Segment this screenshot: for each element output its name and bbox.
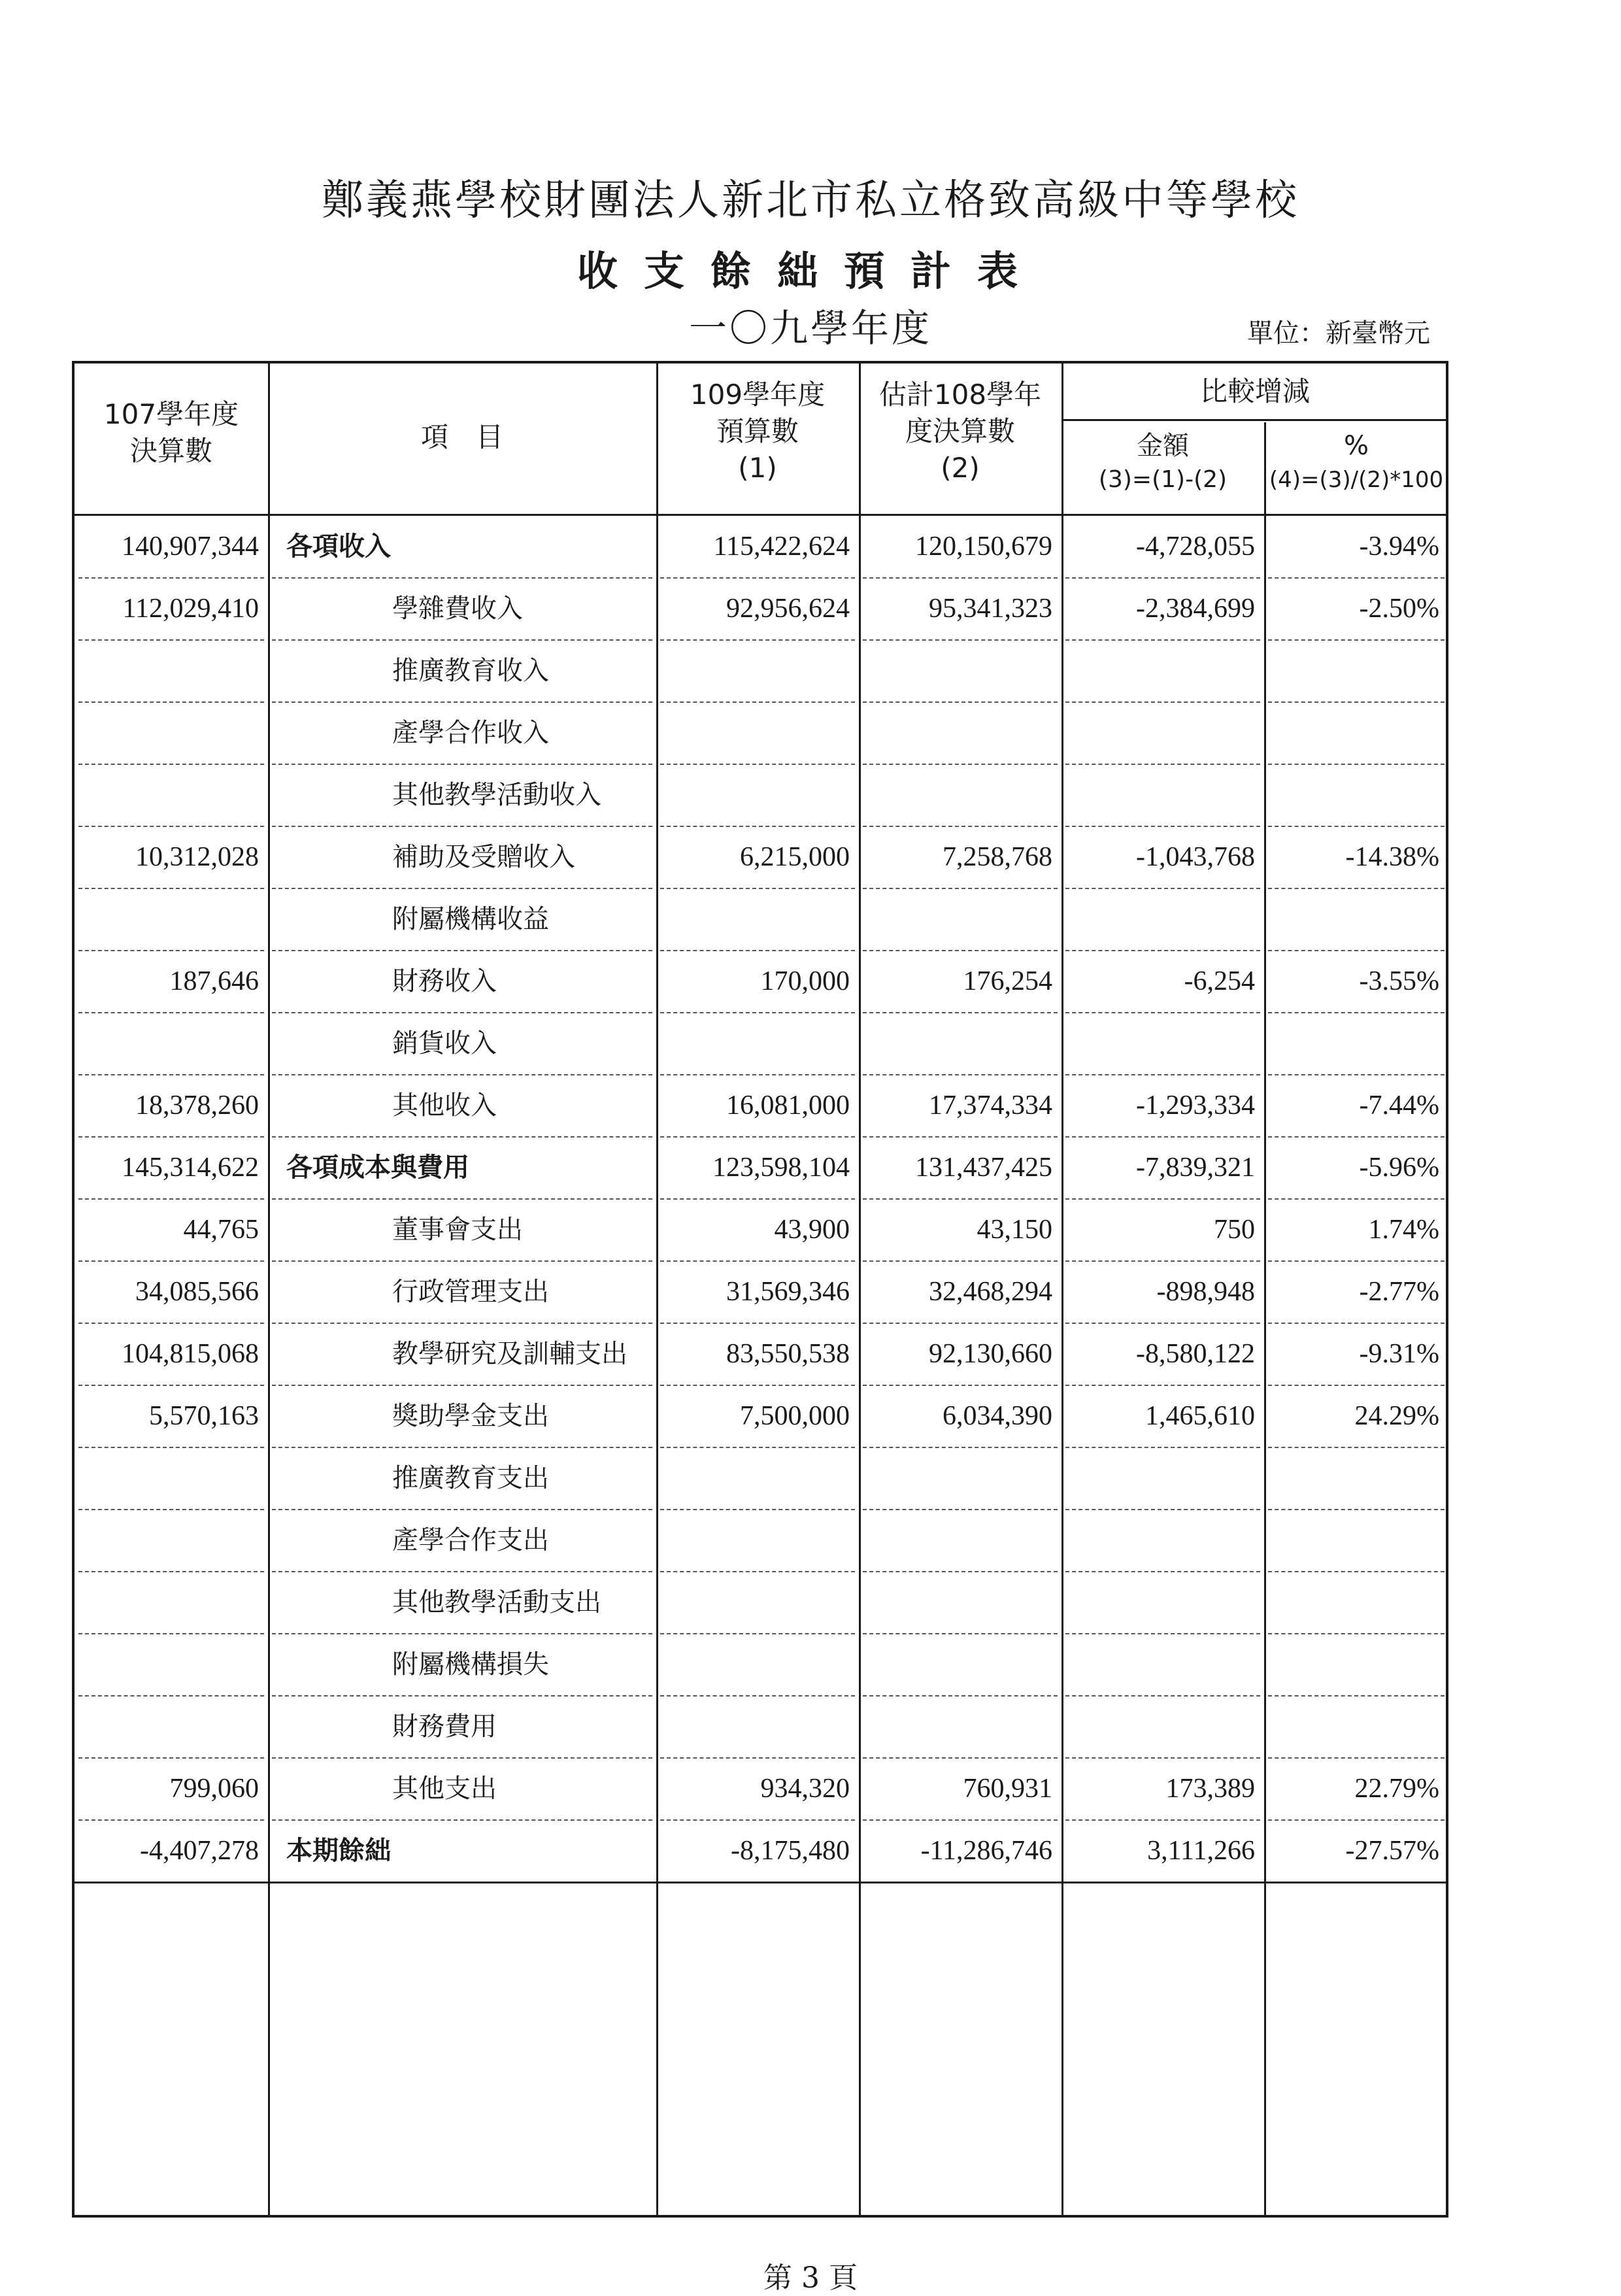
- page-number: 第 3 頁: [763, 2261, 858, 2295]
- cell-amount: [1061, 640, 1264, 702]
- table-row: [75, 702, 1446, 764]
- cell-budget: 123,598,104: [712, 1153, 850, 1183]
- table-row: [75, 1013, 1446, 1075]
- table-row: [75, 1261, 1446, 1323]
- cell-prior: 799,060: [169, 1774, 259, 1804]
- currency-unit: 單位：新臺幣元: [1247, 318, 1430, 348]
- cell-prior: 145,314,622: [122, 1153, 259, 1183]
- table-row: [75, 640, 1446, 702]
- cell-budget: 934,320: [760, 1774, 850, 1804]
- cell-estimate: [859, 1572, 1061, 1634]
- col-header-budget: 109學年度 預算數 (1): [690, 379, 826, 484]
- table-row: [75, 516, 1446, 578]
- cell-amount: [1061, 1572, 1264, 1634]
- cell-estimate: [859, 1013, 1061, 1075]
- cell-percent: -7.44%: [1359, 1090, 1439, 1121]
- table-row: [75, 1323, 1446, 1385]
- cell-amount: [1061, 764, 1264, 826]
- cell-budget: [656, 764, 859, 826]
- cell-item: 其他教學活動收入: [392, 780, 601, 810]
- cell-percent: [1264, 1510, 1448, 1572]
- cell-estimate: 95,341,323: [929, 594, 1052, 624]
- cell-prior: 44,765: [183, 1215, 259, 1245]
- cell-percent: -9.31%: [1359, 1339, 1439, 1369]
- cell-percent: 1.74%: [1368, 1215, 1439, 1245]
- cell-percent: [1264, 1634, 1448, 1696]
- cell-percent: [1264, 1447, 1448, 1510]
- cell-budget: 6,215,000: [740, 842, 850, 872]
- cell-estimate: [859, 640, 1061, 702]
- cell-estimate: [859, 1447, 1061, 1510]
- table-row: [75, 1696, 1446, 1758]
- cell-item: 推廣教育支出: [392, 1463, 549, 1493]
- cell-item: 本期餘絀: [286, 1836, 391, 1866]
- cell-percent: -2.50%: [1359, 594, 1439, 624]
- col-header-prior-actual: 107學年度 決算數: [103, 398, 239, 467]
- cell-item: 學雜費收入: [392, 594, 523, 624]
- cell-estimate: [859, 1634, 1061, 1696]
- cell-estimate: -11,286,746: [920, 1836, 1052, 1866]
- table-row: [75, 1385, 1446, 1447]
- table-row: [75, 1137, 1446, 1199]
- cell-prior: 34,085,566: [135, 1277, 259, 1307]
- cell-amount: [1061, 1510, 1264, 1572]
- cell-prior: [75, 1013, 268, 1075]
- cell-budget: [656, 640, 859, 702]
- cell-item: 產學合作收入: [392, 718, 549, 748]
- cell-percent: -2.77%: [1359, 1277, 1439, 1307]
- cell-item: 獎助學金支出: [392, 1401, 549, 1431]
- cell-estimate: 43,150: [977, 1215, 1052, 1245]
- table-row: [75, 1075, 1446, 1137]
- cell-amount: [1061, 1634, 1264, 1696]
- col-header-compare: 比較增減: [1199, 375, 1310, 407]
- cell-item: 產學合作支出: [392, 1525, 549, 1555]
- cell-amount: 750: [1214, 1215, 1255, 1245]
- cell-amount: -7,839,321: [1136, 1153, 1255, 1183]
- col-header-amount: 金額 (3)=(1)-(2): [1098, 431, 1228, 493]
- cell-prior: 140,907,344: [122, 532, 259, 562]
- cell-item: 各項成本與費用: [286, 1153, 469, 1183]
- cell-budget: 83,550,538: [726, 1339, 850, 1369]
- cell-amount: -898,948: [1156, 1277, 1255, 1307]
- table-row: [75, 1510, 1446, 1572]
- cell-item: 行政管理支出: [392, 1277, 549, 1307]
- cell-prior: [75, 1447, 268, 1510]
- org-title: 鄭義燕學校財團法人新北市私立格致高級中等學校: [322, 177, 1299, 225]
- cell-budget: [656, 1013, 859, 1075]
- cell-percent: -3.55%: [1359, 966, 1439, 996]
- cell-estimate: 120,150,679: [915, 532, 1052, 562]
- cell-item: 附屬機構損失: [392, 1649, 549, 1680]
- table-row: [75, 1820, 1446, 1882]
- cell-percent: -5.96%: [1359, 1153, 1439, 1183]
- cell-amount: -1,043,768: [1136, 842, 1255, 872]
- cell-amount: -1,293,334: [1136, 1090, 1255, 1121]
- cell-budget: [656, 1572, 859, 1634]
- cell-budget: 16,081,000: [726, 1090, 850, 1121]
- cell-budget: [656, 1447, 859, 1510]
- budget-table: [72, 361, 1448, 2218]
- cell-budget: 31,569,346: [726, 1277, 850, 1307]
- cell-budget: [656, 702, 859, 764]
- cell-estimate: 92,130,660: [929, 1339, 1052, 1369]
- cell-budget: 7,500,000: [740, 1401, 850, 1431]
- cell-estimate: [859, 1696, 1061, 1758]
- cell-percent: -14.38%: [1345, 842, 1439, 872]
- cell-item: 推廣教育收入: [392, 656, 549, 686]
- cell-percent: 22.79%: [1354, 1774, 1439, 1804]
- cell-prior: 187,646: [169, 966, 259, 996]
- cell-prior: [75, 764, 268, 826]
- table-row: [75, 826, 1446, 888]
- cell-percent: 24.29%: [1354, 1401, 1439, 1431]
- cell-percent: [1264, 702, 1448, 764]
- cell-percent: [1264, 1696, 1448, 1758]
- cell-percent: [1264, 640, 1448, 702]
- cell-budget: 92,956,624: [726, 594, 850, 624]
- cell-amount: [1061, 702, 1264, 764]
- cell-item: 補助及受贈收入: [392, 842, 575, 872]
- cell-amount: -8,580,122: [1136, 1339, 1255, 1369]
- cell-percent: -3.94%: [1359, 532, 1439, 562]
- cell-prior: 112,029,410: [122, 594, 259, 624]
- cell-estimate: 17,374,334: [929, 1090, 1052, 1121]
- cell-item: 銷貨收入: [392, 1028, 497, 1058]
- cell-amount: [1061, 1447, 1264, 1510]
- cell-amount: 3,111,266: [1147, 1836, 1255, 1866]
- table-row: [75, 764, 1446, 826]
- cell-prior: 18,378,260: [135, 1090, 259, 1121]
- cell-percent: [1264, 1013, 1448, 1075]
- fiscal-year: 一〇九學年度: [688, 306, 932, 350]
- cell-amount: -4,728,055: [1136, 532, 1255, 562]
- col-header-percent: % (4)=(3)/(2)*100: [1269, 431, 1444, 493]
- cell-budget: [656, 1510, 859, 1572]
- cell-item: 教學研究及訓輔支出: [392, 1339, 627, 1369]
- cell-amount: 173,389: [1165, 1774, 1255, 1804]
- col-header-estimate: 估計108學年 度決算數 (2): [878, 379, 1042, 484]
- cell-prior: [75, 702, 268, 764]
- cell-estimate: [859, 1510, 1061, 1572]
- cell-percent: -27.57%: [1345, 1836, 1439, 1866]
- cell-prior: -4,407,278: [140, 1836, 259, 1866]
- cell-percent: [1264, 764, 1448, 826]
- table-row: [75, 1634, 1446, 1696]
- cell-item: 其他收入: [392, 1090, 497, 1121]
- cell-budget: 115,422,624: [713, 532, 850, 562]
- cell-amount: -2,384,699: [1136, 594, 1255, 624]
- cell-prior: [75, 1696, 268, 1758]
- cell-percent: [1264, 1572, 1448, 1634]
- cell-amount: [1061, 1013, 1264, 1075]
- cell-budget: [656, 1696, 859, 1758]
- cell-item: 附屬機構收益: [392, 904, 549, 934]
- cell-estimate: 131,437,425: [915, 1153, 1052, 1183]
- cell-amount: [1061, 1696, 1264, 1758]
- cell-estimate: 176,254: [963, 966, 1052, 996]
- cell-estimate: 760,931: [963, 1774, 1052, 1804]
- table-row: [75, 951, 1446, 1013]
- cell-estimate: [859, 888, 1061, 951]
- cell-budget: [656, 888, 859, 951]
- cell-prior: [75, 640, 268, 702]
- cell-estimate: 6,034,390: [943, 1401, 1052, 1431]
- cell-budget: 43,900: [774, 1215, 850, 1245]
- cell-prior: [75, 1572, 268, 1634]
- cell-estimate: 7,258,768: [943, 842, 1052, 872]
- cell-budget: -8,175,480: [731, 1836, 850, 1866]
- table-row: [75, 1447, 1446, 1510]
- cell-percent: [1264, 888, 1448, 951]
- cell-estimate: 32,468,294: [929, 1277, 1052, 1307]
- cell-item: 其他教學活動支出: [392, 1587, 601, 1617]
- cell-prior: [75, 1510, 268, 1572]
- cell-amount: -6,254: [1184, 966, 1255, 996]
- doc-title: 收支餘絀預計表: [577, 247, 1044, 295]
- header-subdivider: [1061, 419, 1446, 421]
- cell-item: 董事會支出: [392, 1215, 523, 1245]
- cell-amount: 1,465,610: [1145, 1401, 1255, 1431]
- cell-prior: 104,815,068: [122, 1339, 259, 1369]
- cell-item: 其他支出: [392, 1774, 497, 1804]
- table-row: [75, 1199, 1446, 1261]
- cell-budget: [656, 1634, 859, 1696]
- table-row: [75, 578, 1446, 640]
- cell-item: 財務費用: [392, 1712, 497, 1742]
- col-header-item: 項 目: [420, 421, 503, 453]
- cell-budget: 170,000: [760, 966, 850, 996]
- table-row: [75, 888, 1446, 951]
- cell-item: 各項收入: [286, 532, 391, 562]
- cell-prior: 10,312,028: [135, 842, 259, 872]
- cell-prior: 5,570,163: [149, 1401, 259, 1431]
- table-row: [75, 1572, 1446, 1634]
- cell-prior: [75, 888, 268, 951]
- cell-estimate: [859, 702, 1061, 764]
- cell-estimate: [859, 764, 1061, 826]
- last-row-line: [75, 1882, 1446, 1883]
- table-row: [75, 1758, 1446, 1820]
- cell-amount: [1061, 888, 1264, 951]
- cell-item: 財務收入: [392, 966, 497, 996]
- cell-prior: [75, 1634, 268, 1696]
